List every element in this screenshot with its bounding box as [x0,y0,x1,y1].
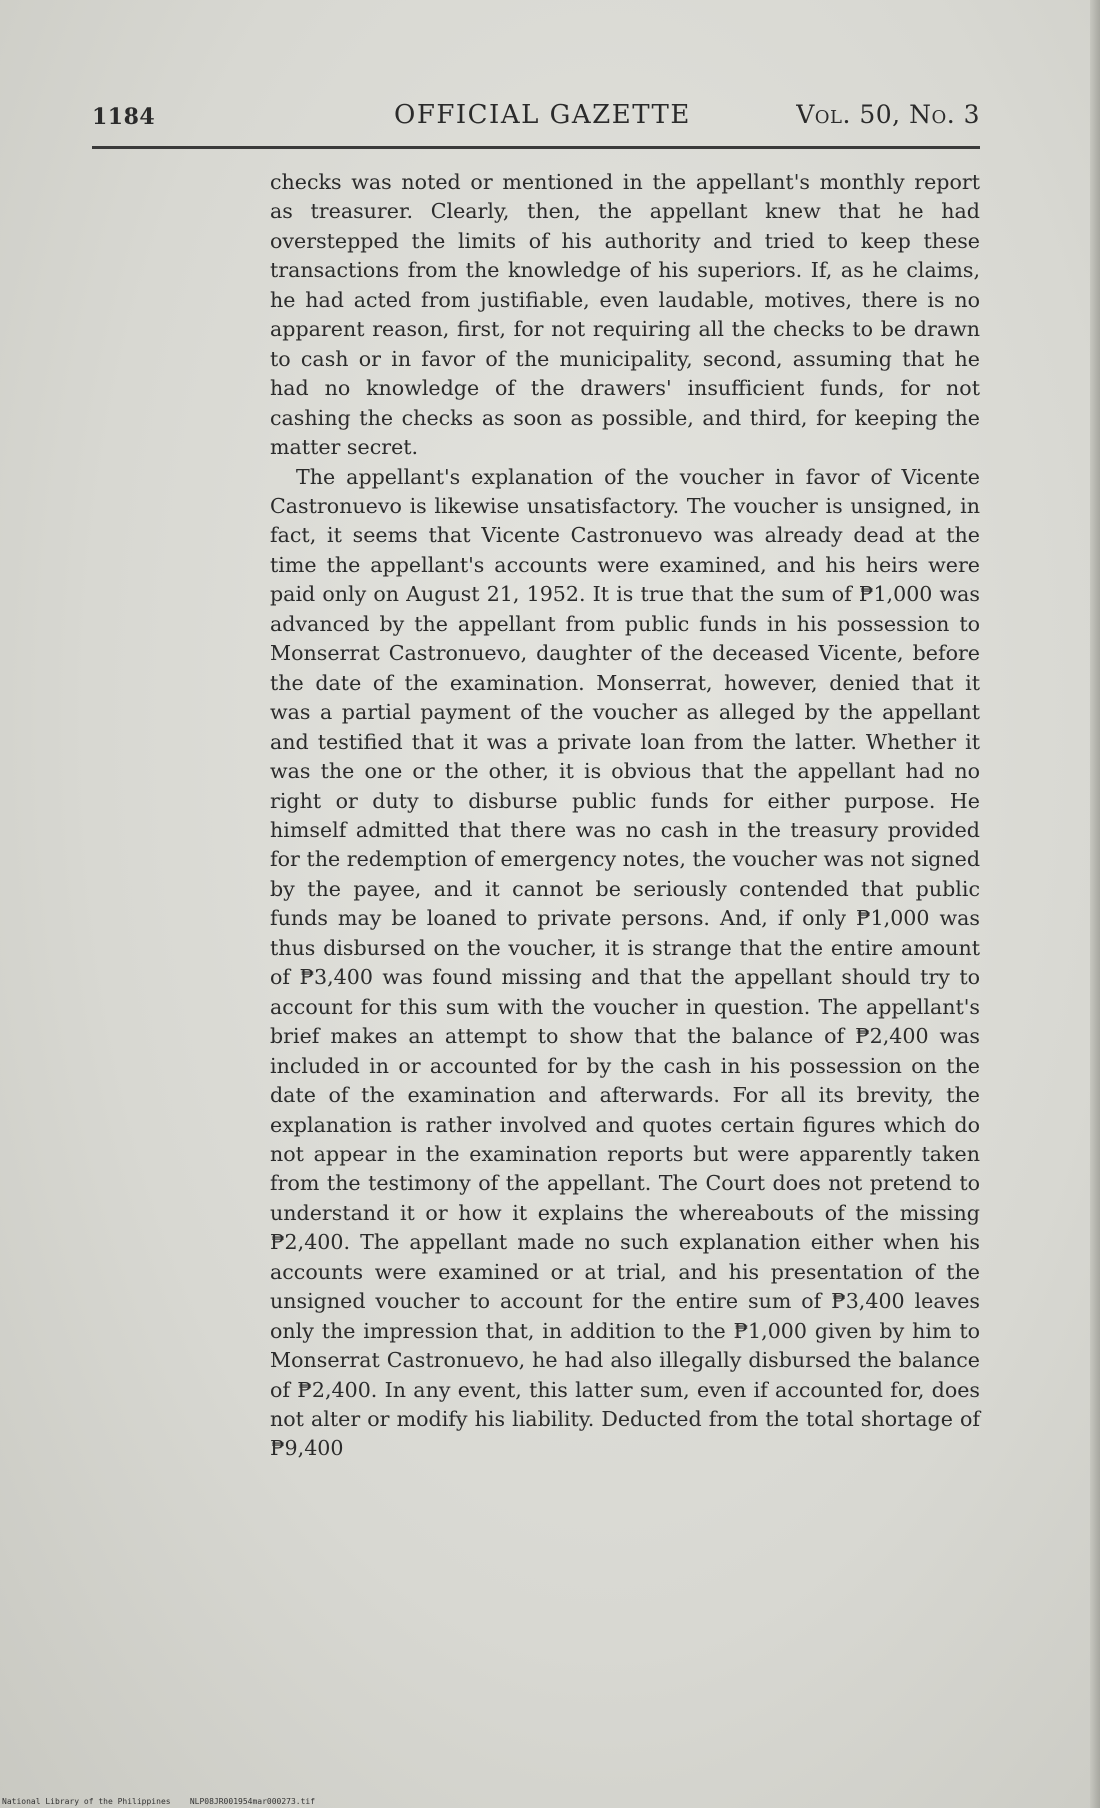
body-text [270,168,980,1464]
scan-footer-note: National Library of the Philippines NLP08JR001954mar000273.tif [2,1797,316,1806]
page-edge [1090,0,1100,1808]
publication-title: OFFICIAL GAZETTE [394,100,691,130]
page-header [92,100,980,140]
volume-info: Vol. 50, No. 3 [796,100,980,129]
page-number: 1184 [92,104,156,130]
paragraph-voucher-explanation: The appellant's explanation of the voucher in favor of Vicente Castronuevo is likewise unsatisfactory. The voucher is unsigned, in fact, it seems that Vicente Castronuevo was already dead at the time the appellant's accounts were examined, and his heirs were paid only on August 21, 1952. It is true that the sum of ₱1,000 was advanced by the appellant from public funds in his possession to Monserrat Castronuevo, daughter of the deceased Vicente, before the date of the examination. Monserrat, however, denied that it was a partial payment of the voucher as alleged by the appellant and testified that it was a private loan from the latter. Whether it was the one or the other, it is obvious that the appellant had no right or duty to disburse public funds for either purpose. He himself admitted that there was no cash in the treasury provided for the redemption of emergency notes, the voucher was not signed by the payee, and it cannot be seriously contended that public funds may be loaned to private persons. And, if only ₱1,000 was thus disbursed on the voucher, it is strange that the entire amount of ₱3,400 was found missing and that the appellant should try to account for this sum with the voucher in question. The appellant's brief makes an attempt to show that the balance of ₱2,400 was included in or accounted for by the cash in his possession on the date of the examination and afterwards. For all its brevity, the explanation is rather involved and quotes certain figures which do not appear in the examination reports but were apparently taken from the testimony of the appellant. The Court does not pretend to understand it or how it explains the whereabouts of the missing ₱2,400. The appellant made no such explanation either when his accounts were examined or at trial, and his presentation of the unsigned voucher to account for the entire sum of ₱3,400 leaves only the impression that, in addition to the ₱1,000 given by him to Monserrat Castronuevo, he had also illegally disbursed the balance of ₱2,400. In any event, this latter sum, even if accounted for, does not alter or modify his liability. Deducted from the total shortage of ₱9,400 [270,464,980,1461]
paragraph-continuation: checks was noted or mentioned in the appellant's monthly report as treasurer. Clearly, then, the appellant knew that he had overstepped the limits of his authority and tried to keep these transactions from the knowledge of his superiors. If, as he claims, he had acted from justifiable, even laudable, motives, there is no apparent reason, first, for not requiring all the checks to be drawn to cash or in favor of the municipality, second, assuming that he had no knowledge of the drawers' insufficient funds, for not cashing the checks as soon as possible, and third, for keeping the matter secret. [270,170,980,460]
header-rule [92,146,980,149]
